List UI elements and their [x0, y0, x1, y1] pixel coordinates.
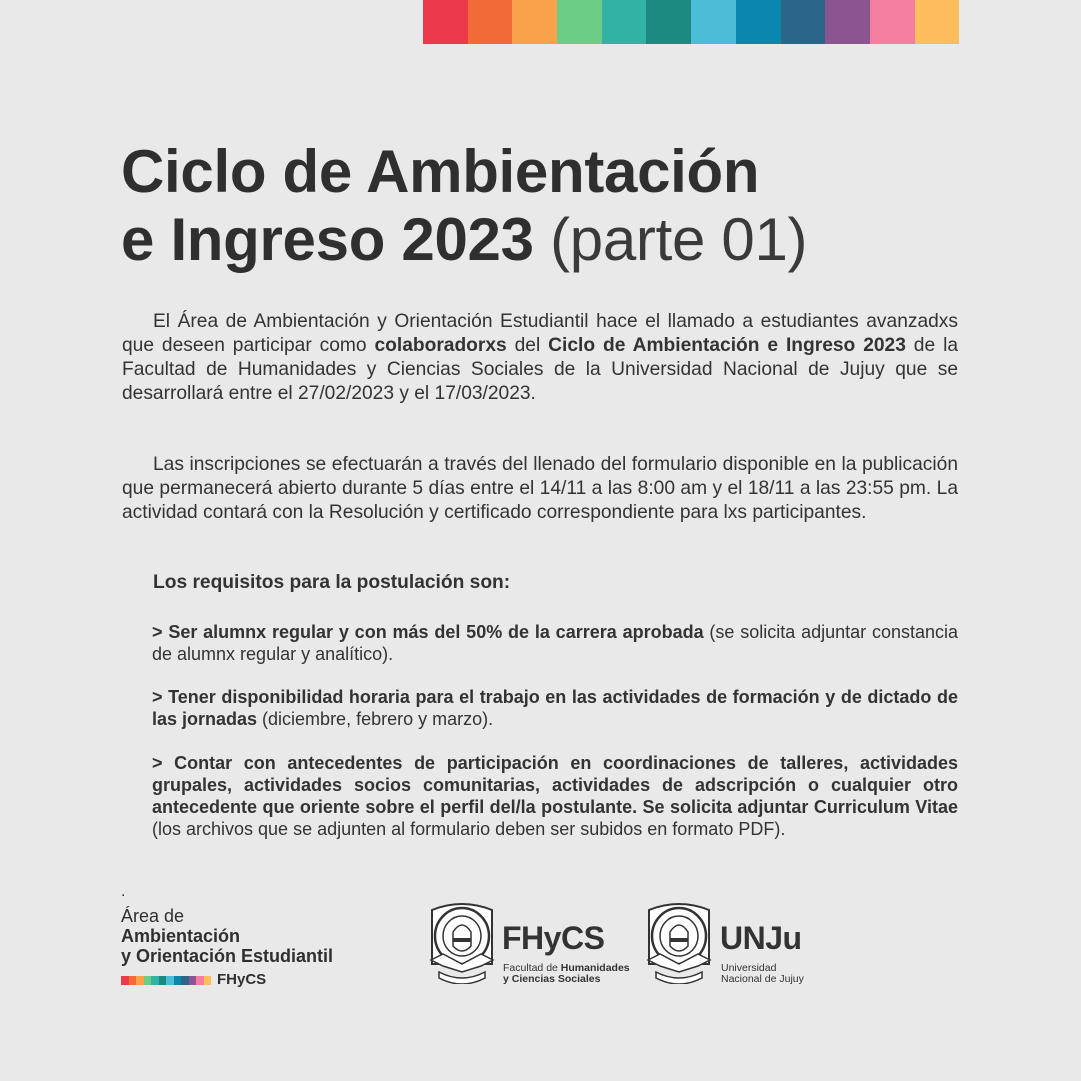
mini-color-stripe — [129, 976, 137, 985]
area-line3b: Orientación Estudiantil — [136, 946, 334, 966]
title-line2: e Ingreso 2023 — [121, 206, 534, 273]
fhycs-sub1b: Humanidades — [560, 962, 630, 974]
page-title — [121, 138, 807, 274]
mini-color-stripe — [121, 976, 129, 985]
color-stripe — [468, 0, 513, 44]
title-line1: Ciclo de Ambientación — [121, 138, 760, 205]
unju-sub1: Universidad — [721, 962, 777, 974]
unju-sub2: Nacional de Jujuy — [721, 973, 804, 985]
intro-text-2: del — [506, 335, 549, 356]
color-stripe — [736, 0, 781, 44]
fhycs-seal-icon — [429, 902, 495, 984]
area-color-stripes — [121, 976, 211, 985]
mini-color-stripe — [189, 976, 197, 985]
fhycs-logo-name: FHyCS — [502, 920, 605, 956]
area-logo — [121, 906, 333, 990]
mini-color-stripe — [166, 976, 174, 985]
inscription-paragraph — [122, 453, 958, 525]
mini-color-stripe — [174, 976, 182, 985]
mini-color-stripe — [159, 976, 167, 985]
color-stripe — [512, 0, 557, 44]
fhycs-sub1: Facultad de — [503, 962, 561, 974]
area-line3a: y — [121, 946, 137, 966]
mini-color-stripe — [151, 976, 159, 985]
color-stripe — [602, 0, 647, 44]
mini-color-stripe — [144, 976, 152, 985]
requirement-3-rest: (los archivos que se adjunten al formulario deben ser subidos en formato PDF). — [152, 819, 786, 839]
unju-seal-icon — [646, 902, 712, 984]
intro-bold-1: colaboradorxs — [374, 335, 507, 356]
mini-color-stripe — [196, 976, 204, 985]
inscription-text: Las inscripciones se efectuarán a través del llenado del formulario disponible en la publicación que permanecerá abierto durante 5 días entre el 14/11 a las 8:00 am y el 18/11 a las 23:55 pm. La actividad contará con la Resolución y certificado correspondiente para lxs participantes. — [122, 454, 958, 523]
unju-logo-name: UNJu — [720, 920, 802, 956]
color-stripe — [691, 0, 736, 44]
requirement-item — [152, 621, 958, 665]
intro-text-3: de la Facultad de Humanidades y Ciencias Sociales de la Universidad Nacional de Jujuy que se desarrollará entre el 27/02/2023 y el 17/03/2023. — [122, 335, 959, 404]
fhycs-logo-sub — [503, 963, 630, 985]
requirement-1-rest: (se solicita adjuntar constancia de alumnx regular y analítico). — [152, 622, 959, 664]
requirement-3-bold: > Contar con antecedentes de participación en coordinaciones de talleres, actividades grupales, actividades socios comunitarias, actividades de adscripción o cualquier otro antecedente que oriente sobre el perfil del/la postulante. Se solicita adjuntar Curriculum Vitae — [152, 753, 958, 817]
color-stripe-bar — [423, 0, 959, 44]
color-stripe — [781, 0, 826, 44]
area-line2: Ambientación — [121, 926, 241, 946]
requirement-item — [152, 686, 958, 730]
intro-bold-2: Ciclo de Ambientación e Ingreso 2023 — [548, 335, 906, 356]
area-line1: Área de — [121, 906, 185, 926]
title-part: (parte 01) — [550, 206, 808, 273]
color-stripe — [825, 0, 870, 44]
color-stripe — [423, 0, 468, 44]
color-stripe — [557, 0, 602, 44]
intro-paragraph — [122, 310, 958, 406]
mini-color-stripe — [136, 976, 144, 985]
color-stripe — [870, 0, 915, 44]
requirement-item — [152, 752, 958, 840]
requirements-heading: Los requisitos para la postulación son: — [153, 572, 511, 593]
mini-color-stripe — [181, 976, 189, 985]
area-tag: FHyCS — [217, 971, 267, 988]
requirement-1-bold: > Ser alumnx regular y con más del 50% de la carrera aprobada — [152, 622, 704, 642]
color-stripe — [646, 0, 691, 44]
requirement-2-rest: (diciembre, febrero y marzo). — [257, 709, 494, 729]
color-stripe — [915, 0, 960, 44]
unju-logo-sub — [721, 963, 804, 985]
footer-dot: . — [121, 883, 126, 900]
fhycs-sub2: y Ciencias Sociales — [503, 973, 601, 985]
requirement-2-bold: > Tener disponibilidad horaria para el trabajo en las actividades de formación y de dictado de las jornadas — [152, 687, 958, 729]
mini-color-stripe — [204, 976, 212, 985]
intro-text-1: El Área de Ambientación y Orientación Estudiantil hace el llamado a estudiantes avanzadxs que deseen participar como — [122, 311, 958, 356]
